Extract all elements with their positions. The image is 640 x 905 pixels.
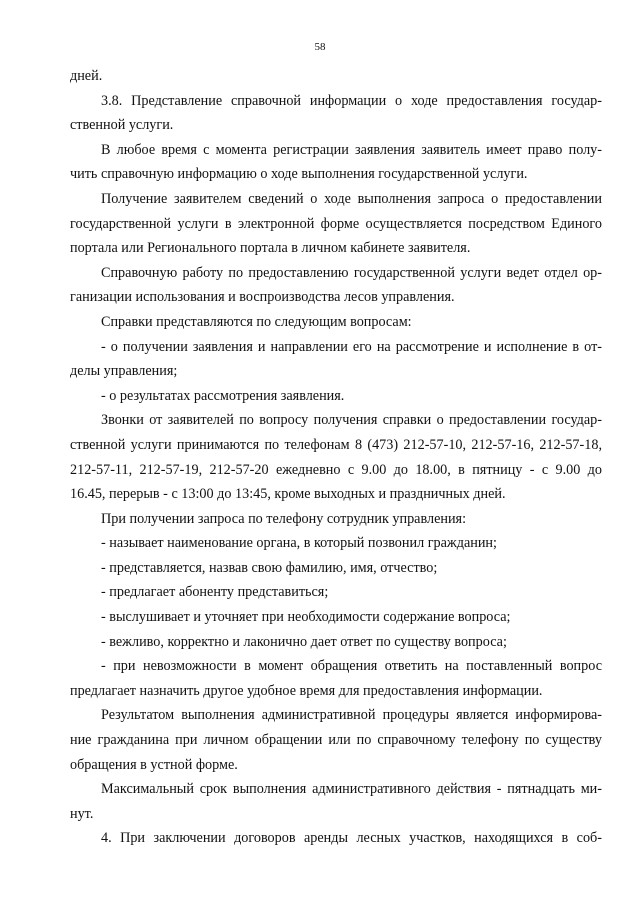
text-line: ние гражданина при личном обращении или по справочному телефону по существу bbox=[70, 732, 602, 749]
text-line: Звонки от заявителей по вопросу получения справки о предоставлении государ- bbox=[101, 412, 602, 429]
text-line: - представляется, назвав свою фамилию, имя, отчество; bbox=[101, 559, 438, 576]
text-line: Результатом выполнения административной процедуры является информирова- bbox=[101, 707, 602, 724]
text-line: 4. При заключении договоров аренды лесных участков, находящихся в соб- bbox=[101, 830, 602, 847]
text-line: 3.8. Представление справочной информации о ходе предоставления государ- bbox=[101, 92, 602, 109]
text-line: государственной услуги в электронной форме осуществляется посредством Единого bbox=[70, 215, 602, 232]
text-line: - о результатах рассмотрения заявления. bbox=[101, 387, 345, 404]
text-line: дней. bbox=[70, 68, 103, 84]
text-line: ственной услуги. bbox=[70, 117, 174, 134]
body-text bbox=[70, 64, 602, 851]
text-line: Получение заявителем сведений о ходе выполнения запроса о предоставлении bbox=[101, 190, 602, 207]
text-line: - выслушивает и уточняет при необходимости содержание вопроса; bbox=[101, 609, 511, 626]
text-line: ственной услуги принимаются по телефонам 8 (473) 212-57-10, 212-57-16, 212-57-18, bbox=[70, 436, 602, 453]
text-line: 16.45, перерыв - с 13:00 до 13:45, кроме выходных и праздничных дней. bbox=[70, 486, 506, 503]
text-line: - предлагает абоненту представиться; bbox=[101, 584, 329, 601]
text-line: чить справочную информацию о ходе выполнения государственной услуги. bbox=[70, 166, 528, 183]
text-line: Максимальный срок выполнения административного действия - пятнадцать ми- bbox=[101, 781, 602, 798]
text-line: ганизации использования и воспроизводства лесов управления. bbox=[70, 289, 455, 306]
text-line: В любое время с момента регистрации заявления заявитель имеет право полу- bbox=[101, 141, 602, 158]
text-line: предлагает назначить другое удобное время для предоставления информации. bbox=[70, 682, 543, 699]
text-line: Справочную работу по предоставлению государственной услуги ведет отдел ор- bbox=[101, 264, 602, 281]
text-line: обращения в устной форме. bbox=[70, 756, 238, 773]
text-line: - вежливо, корректно и лаконично дает ответ по существу вопроса; bbox=[101, 633, 507, 650]
text-line: Справки представляются по следующим вопросам: bbox=[101, 313, 412, 330]
text-line: 212-57-11, 212-57-19, 212-57-20 ежедневно с 9.00 до 18.00, в пятницу - с 9.00 до bbox=[70, 461, 602, 478]
text-line: - называет наименование органа, в который позвонил гражданин; bbox=[101, 535, 497, 552]
text-line: - при невозможности в момент обращения ответить на поставленный вопрос bbox=[101, 658, 602, 675]
text-line: нут. bbox=[70, 805, 94, 822]
text-line: портала или Регионального портала в личном кабинете заявителя. bbox=[70, 240, 471, 257]
text-line: делы управления; bbox=[70, 363, 178, 380]
page-number: 58 bbox=[314, 41, 326, 53]
text-line: При получении запроса по телефону сотрудник управления: bbox=[101, 510, 467, 527]
text-line: - о получении заявления и направлении его на рассмотрение и исполнение в от- bbox=[101, 338, 602, 355]
